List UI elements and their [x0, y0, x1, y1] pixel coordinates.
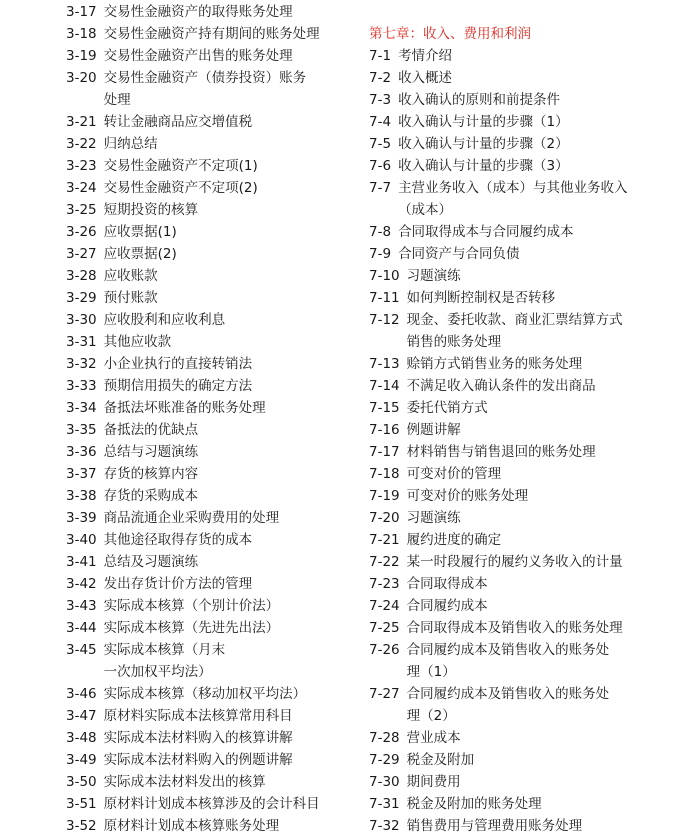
list-item: [369, 727, 689, 749]
item-number: 7-10: [369, 268, 400, 284]
item-number: 7-28: [369, 730, 400, 746]
item-title: 赊销方式销售业务的账务处理: [406, 356, 583, 372]
list-item: [369, 771, 689, 793]
item-title: 委托代销方式: [406, 400, 488, 416]
item-title: 税金及附加: [406, 752, 475, 768]
list-item: [369, 243, 689, 265]
item-title: 如何判断控制权是否转移: [406, 290, 556, 306]
list-item: [369, 155, 689, 177]
list-item: [66, 331, 356, 353]
item-number: 3-33: [66, 378, 97, 394]
list-item: [369, 595, 689, 617]
list-item: [369, 617, 689, 639]
list-item: [66, 507, 356, 529]
list-item: [66, 1, 356, 23]
item-title: 合同资产与合同负债: [398, 246, 520, 262]
item-number: 3-51: [66, 796, 97, 812]
item-number: 7-20: [369, 510, 400, 526]
item-number: 3-35: [66, 422, 97, 438]
item-number: 3-48: [66, 730, 97, 746]
list-item: [66, 177, 356, 199]
item-number: 3-50: [66, 774, 97, 790]
item-title: 小企业执行的直接转销法: [103, 356, 253, 372]
list-item: [66, 287, 356, 309]
list-item: [369, 793, 689, 815]
item-number: 3-32: [66, 356, 97, 372]
item-number: 7-22: [369, 554, 400, 570]
item-title: 原材料实际成本法核算常用科目: [103, 708, 293, 724]
item-number: 7-13: [369, 356, 400, 372]
item-title: 收入确认与计量的步骤（3）: [398, 158, 569, 174]
item-title: 合同取得成本: [406, 576, 488, 592]
item-title: 发出存货计价方法的管理: [103, 576, 253, 592]
item-number: 7-14: [369, 378, 400, 394]
list-item: [66, 375, 356, 397]
item-title: 应收股利和应收利息: [103, 312, 226, 328]
list-item: [66, 309, 356, 331]
item-title: 备抵法的优缺点: [103, 422, 199, 438]
item-title: 交易性金融资产（债券投资）账务处理: [103, 70, 307, 108]
item-title: 交易性金融资产持有期间的账务处理: [103, 26, 320, 42]
item-title: 交易性金融资产的取得账务处理: [103, 4, 293, 20]
item-number: 3-27: [66, 246, 97, 262]
item-number: 7-15: [369, 400, 400, 416]
list-item: [66, 793, 356, 815]
item-title: 预付账款: [103, 290, 158, 306]
item-number: 7-23: [369, 576, 400, 592]
list-item: [369, 815, 689, 837]
item-title: 交易性金融资产出售的账务处理: [103, 48, 293, 64]
item-title: 实际成本核算（个别计价法）: [103, 598, 280, 614]
item-title: 总结与习题演练: [103, 444, 199, 460]
item-number: 3-22: [66, 136, 97, 152]
list-item: [66, 771, 356, 793]
item-title: 其他途径取得存货的成本: [103, 532, 253, 548]
item-number: 7-27: [369, 686, 400, 702]
item-title: 原材料计划成本核算账务处理: [103, 818, 280, 834]
item-number: 3-21: [66, 114, 97, 130]
list-item: [369, 551, 689, 573]
item-number: 7-17: [369, 444, 400, 460]
item-title: 总结及习题演练: [103, 554, 199, 570]
item-title: 可变对价的管理: [406, 466, 502, 482]
item-number: 3-44: [66, 620, 97, 636]
item-number: 7-2: [369, 70, 392, 86]
list-item: [66, 705, 356, 727]
item-number: 7-1: [369, 48, 392, 64]
item-number: 7-3: [369, 92, 392, 108]
list-item: [369, 309, 689, 353]
item-number: 3-52: [66, 818, 97, 834]
item-number: 3-39: [66, 510, 97, 526]
left-column-list: [66, 1, 356, 837]
item-number: 3-23: [66, 158, 97, 174]
list-item: [66, 749, 356, 771]
item-title: 合同履约成本及销售收入的账务处理（1）: [406, 642, 610, 680]
list-item: [369, 177, 689, 221]
item-title: 合同履约成本: [406, 598, 488, 614]
item-number: 3-29: [66, 290, 97, 306]
item-number: 3-25: [66, 202, 97, 218]
list-item: [369, 529, 689, 551]
item-title: 主营业务收入（成本）与其他业务收入（成本）: [398, 180, 628, 218]
item-number: 7-8: [369, 224, 392, 240]
list-item: [66, 45, 356, 67]
list-item: [369, 89, 689, 111]
item-number: 7-4: [369, 114, 392, 130]
item-title: 应收票据(1): [103, 224, 177, 240]
item-title: 实际成本核算（移动加权平均法）: [103, 686, 307, 702]
right-column-list: [369, 1, 689, 837]
item-number: 3-46: [66, 686, 97, 702]
item-title: 存货的核算内容: [103, 466, 199, 482]
item-title: 税金及附加的账务处理: [406, 796, 542, 812]
item-title: 合同履约成本及销售收入的账务处理（2）: [406, 686, 610, 724]
item-title: 其他应收款: [103, 334, 172, 350]
list-item: [66, 419, 356, 441]
item-number: 3-24: [66, 180, 97, 196]
list-item: [369, 749, 689, 771]
item-number: 3-47: [66, 708, 97, 724]
list-item: [66, 221, 356, 243]
list-item: [66, 727, 356, 749]
item-number: 3-37: [66, 466, 97, 482]
item-title: 转让金融商品应交增值税: [103, 114, 253, 130]
list-item: [66, 617, 356, 639]
list-item: [66, 67, 356, 111]
list-item: [369, 397, 689, 419]
item-number: 7-29: [369, 752, 400, 768]
list-item: [369, 639, 689, 683]
item-title: 不满足收入确认条件的发出商品: [406, 378, 596, 394]
item-title: 商品流通企业采购费用的处理: [103, 510, 280, 526]
item-title: 收入确认的原则和前提条件: [398, 92, 561, 108]
item-number: 3-17: [66, 4, 97, 20]
item-title: 收入确认与计量的步骤（2）: [398, 136, 569, 152]
item-number: 3-19: [66, 48, 97, 64]
item-number: 3-42: [66, 576, 97, 592]
item-title: 收入确认与计量的步骤（1）: [398, 114, 569, 130]
item-number: 3-18: [66, 26, 97, 42]
chapter-heading: 第七章：收入、费用和利润: [369, 26, 531, 42]
list-item: [369, 221, 689, 243]
item-title: 考情介绍: [398, 48, 453, 64]
item-title: 某一时段履行的履约义务收入的计量: [406, 554, 623, 570]
list-item: [66, 265, 356, 287]
item-number: 7-26: [369, 642, 400, 658]
item-title: 销售费用与管理费用账务处理: [406, 818, 583, 834]
item-number: 7-32: [369, 818, 400, 834]
item-title: 实际成本法材料购入的例题讲解: [103, 752, 293, 768]
list-item: [66, 595, 356, 617]
item-number: 3-43: [66, 598, 97, 614]
list-item: [66, 529, 356, 551]
item-title: 期间费用: [406, 774, 461, 790]
item-title: 短期投资的核算: [103, 202, 199, 218]
list-item: [66, 683, 356, 705]
item-title: 实际成本法材料发出的核算: [103, 774, 266, 790]
list-item: [369, 375, 689, 397]
item-title: 归纳总结: [103, 136, 158, 152]
item-title: 合同取得成本与合同履约成本: [398, 224, 574, 240]
item-title: 应收账款: [103, 268, 158, 284]
list-item: [369, 67, 689, 89]
list-item: [369, 419, 689, 441]
list-item: [369, 287, 689, 309]
item-number: 7-31: [369, 796, 400, 812]
item-number: 3-34: [66, 400, 97, 416]
item-title: 可变对价的账务处理: [406, 488, 529, 504]
list-item: [66, 573, 356, 595]
item-title: 现金、委托收款、商业汇票结算方式销售的账务处理: [406, 312, 623, 350]
list-item: [66, 353, 356, 375]
item-number: 7-16: [369, 422, 400, 438]
list-item: [369, 133, 689, 155]
list-item: [66, 199, 356, 221]
item-title: 收入概述: [398, 70, 453, 86]
item-title: 合同取得成本及销售收入的账务处理: [406, 620, 623, 636]
item-number: 7-11: [369, 290, 400, 306]
list-item: [369, 265, 689, 287]
list-item: [369, 507, 689, 529]
list-item: [66, 243, 356, 265]
item-title: 营业成本: [406, 730, 461, 746]
item-number: 7-9: [369, 246, 392, 262]
item-number: 3-40: [66, 532, 97, 548]
list-item: [66, 133, 356, 155]
item-title: 例题讲解: [406, 422, 461, 438]
list-item: [369, 463, 689, 485]
list-item: [369, 353, 689, 375]
item-title: 材料销售与销售退回的账务处理: [406, 444, 596, 460]
item-number: 7-30: [369, 774, 400, 790]
item-title: 实际成本法材料购入的核算讲解: [103, 730, 293, 746]
item-number: 3-26: [66, 224, 97, 240]
item-number: 7-6: [369, 158, 392, 174]
item-title: 预期信用损失的确定方法: [103, 378, 253, 394]
item-number: 7-24: [369, 598, 400, 614]
item-title: 交易性金融资产不定项(2): [103, 180, 258, 196]
item-number: 7-12: [369, 312, 400, 328]
item-title: 交易性金融资产不定项(1): [103, 158, 258, 174]
list-item: [66, 441, 356, 463]
list-item: [66, 485, 356, 507]
item-title: 履约进度的确定: [406, 532, 502, 548]
item-title: 存货的采购成本: [103, 488, 199, 504]
list-item: [66, 111, 356, 133]
item-number: 7-18: [369, 466, 400, 482]
list-item: [369, 485, 689, 507]
item-number: 3-45: [66, 642, 97, 658]
item-title: 备抵法坏账准备的账务处理: [103, 400, 266, 416]
list-item: [369, 111, 689, 133]
item-number: 3-31: [66, 334, 97, 350]
item-number: 7-7: [369, 180, 392, 196]
list-item: [66, 639, 356, 683]
list-item: [66, 551, 356, 573]
list-item: [66, 155, 356, 177]
list-item: [66, 23, 356, 45]
item-number: 7-19: [369, 488, 400, 504]
list-item: [369, 683, 689, 727]
list-item: [66, 397, 356, 419]
item-number: 3-38: [66, 488, 97, 504]
item-title: 应收票据(2): [103, 246, 177, 262]
item-number: 3-41: [66, 554, 97, 570]
item-title: 实际成本核算（月末一次加权平均法）: [103, 642, 226, 680]
list-item: [369, 45, 689, 67]
item-number: 7-21: [369, 532, 400, 548]
item-number: 3-36: [66, 444, 97, 460]
item-number: 7-25: [369, 620, 400, 636]
item-number: 3-20: [66, 70, 97, 86]
list-item: [369, 573, 689, 595]
item-number: 3-49: [66, 752, 97, 768]
item-number: 3-28: [66, 268, 97, 284]
item-title: 习题演练: [406, 268, 461, 284]
list-item: [369, 441, 689, 463]
item-title: 实际成本核算（先进先出法）: [103, 620, 280, 636]
item-number: 3-30: [66, 312, 97, 328]
list-item: [66, 463, 356, 485]
item-number: 7-5: [369, 136, 392, 152]
list-item: [66, 815, 356, 837]
item-title: 习题演练: [406, 510, 461, 526]
item-title: 原材料计划成本核算涉及的会计科目: [103, 796, 320, 812]
